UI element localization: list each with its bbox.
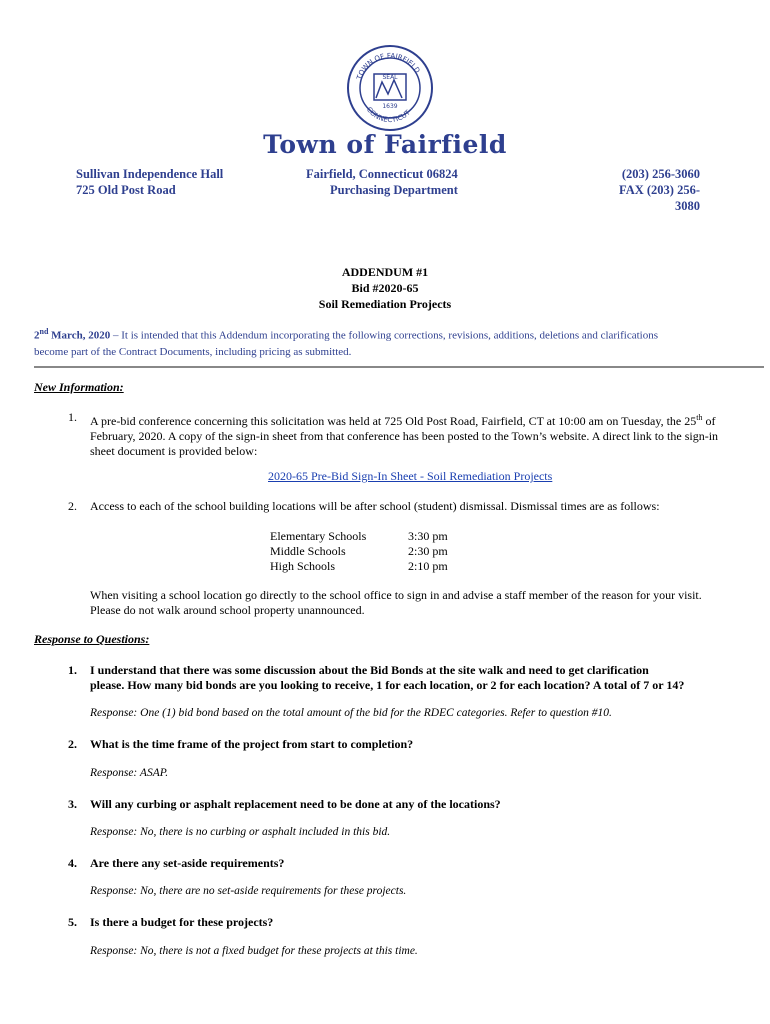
item1-line1-end: of bbox=[702, 414, 716, 428]
city-state-zip: Fairfield, Connecticut 06824 bbox=[306, 167, 458, 181]
svg-text:TOWN OF FAIRFIELD: TOWN OF FAIRFIELD bbox=[355, 51, 422, 81]
addendum-number: ADDENDUM #1 bbox=[341, 265, 429, 279]
q2-response: Response: ASAP. bbox=[90, 767, 169, 779]
svg-text:1639: 1639 bbox=[382, 103, 398, 110]
addendum-title bbox=[0, 264, 770, 312]
q3-question: Will any curbing or asphalt replacement need to be done at any of the locations? bbox=[90, 797, 501, 811]
city-block bbox=[306, 166, 458, 198]
q1-line2: please. How many bid bonds are you looking to receive, 1 for each location, or 2 for each location? A total of 7 or 14? bbox=[90, 678, 685, 692]
dismissal-time: 3:30 pm bbox=[408, 529, 448, 543]
hall-name: Sullivan Independence Hall bbox=[76, 167, 224, 181]
intro-paragraph bbox=[34, 324, 734, 360]
item1-line1: A pre-bid conference concerning this solicitation was held at 725 Old Post Road, Fairfield, CT at 10:00 am on Tuesday, the 25 bbox=[90, 414, 697, 428]
schedule-row bbox=[270, 559, 448, 574]
school-type: Middle Schools bbox=[270, 544, 346, 558]
visit-line2: Please do not walk around school property unannounced. bbox=[90, 603, 365, 617]
divider bbox=[34, 366, 764, 368]
town-name: Town of Fairfield bbox=[263, 130, 507, 159]
q4-number: 4. bbox=[68, 856, 77, 870]
item1-text bbox=[90, 410, 758, 459]
q2-question: What is the time frame of the project from start to completion? bbox=[90, 737, 414, 751]
q1-number: 1. bbox=[68, 663, 77, 677]
date-day: 2 bbox=[34, 329, 40, 342]
date-rest: March, 2020 bbox=[48, 329, 111, 342]
dismissal-time: 2:10 pm bbox=[408, 559, 448, 573]
street-address: 725 Old Post Road bbox=[76, 183, 176, 197]
item2-number: 2. bbox=[68, 499, 77, 513]
department: Purchasing Department bbox=[330, 183, 458, 197]
schedule-row bbox=[270, 544, 448, 559]
item1-line3: sheet document is provided below: bbox=[90, 444, 258, 458]
phone: (203) 256-3060 bbox=[621, 167, 700, 181]
svg-text:CONNECTICUT: CONNECTICUT bbox=[364, 105, 412, 125]
visit-instructions bbox=[90, 588, 758, 618]
visit-line1: When visiting a school location go directly to the school office to sign in and advise a staff member of the reason for your visit. bbox=[90, 588, 702, 602]
intro-line2: become part of the Contract Documents, including pricing as submitted. bbox=[34, 345, 352, 358]
q4-response: Response: No, there are no set-aside requirements for these projects. bbox=[90, 885, 407, 897]
signin-sheet-link[interactable]: 2020-65 Pre-Bid Sign-In Sheet - Soil Remediation Projects bbox=[268, 469, 553, 483]
item1-sup: th bbox=[696, 413, 703, 422]
project-name: Soil Remediation Projects bbox=[318, 297, 452, 311]
q5-question: Is there a budget for these projects? bbox=[90, 915, 274, 929]
q1-question bbox=[90, 663, 758, 693]
intro-line1: – It is intended that this Addendum incorporating the following corrections, revisions, additions, deletions and clarifications bbox=[110, 329, 658, 342]
schedule-row bbox=[270, 529, 448, 544]
address-block bbox=[76, 166, 223, 198]
school-type: Elementary Schools bbox=[270, 529, 367, 543]
q1-line1: I understand that there was some discussion about the Bid Bonds at the site walk and need to get clarification bbox=[90, 663, 649, 677]
new-info-heading: New Information: bbox=[34, 380, 124, 394]
dismissal-time: 2:30 pm bbox=[408, 544, 448, 558]
svg-text:SEAL: SEAL bbox=[382, 74, 398, 81]
q3-number: 3. bbox=[68, 797, 77, 811]
phone-block bbox=[604, 166, 700, 214]
town-seal-logo bbox=[346, 44, 434, 132]
q2-number: 2. bbox=[68, 737, 77, 751]
dismissal-schedule bbox=[270, 529, 448, 574]
item1-number: 1. bbox=[68, 410, 77, 424]
bid-number: Bid #2020-65 bbox=[351, 281, 419, 295]
q3-response: Response: No, there is no curbing or asphalt included in this bid. bbox=[90, 826, 391, 838]
responses-heading: Response to Questions: bbox=[34, 632, 150, 646]
item2-text: Access to each of the school building locations will be after school (student) dismissal. Dismissal times are as follows: bbox=[90, 499, 660, 513]
date-sup: nd bbox=[39, 327, 49, 336]
item1-line2: February, 2020. A copy of the sign-in sheet from that conference has been posted to the Town’s website. A direct link to the sign-in bbox=[90, 429, 719, 443]
q1-response: Response: One (1) bid bond based on the total amount of the bid for the RDEC categories. Refer to question #10. bbox=[90, 707, 612, 719]
school-type: High Schools bbox=[270, 559, 336, 573]
q4-question: Are there any set-aside requirements? bbox=[90, 856, 285, 870]
q5-response: Response: No, there is not a fixed budget for these projects at this time. bbox=[90, 945, 418, 957]
q5-number: 5. bbox=[68, 915, 77, 929]
fax: FAX (203) 256-3080 bbox=[619, 183, 700, 213]
